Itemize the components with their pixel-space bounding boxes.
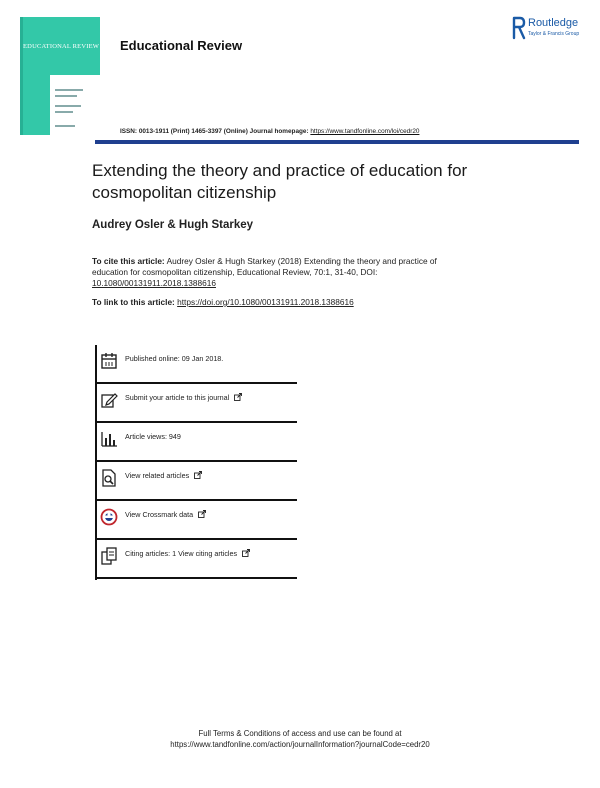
related-articles-link[interactable] [125, 471, 202, 480]
article-link-line [92, 297, 354, 307]
crossmark-label: View Crossmark data [125, 510, 194, 519]
cover-text-line [55, 111, 73, 113]
footer [0, 728, 600, 750]
header-rule [95, 140, 579, 144]
cover-text-line [55, 125, 75, 127]
cover-text-line [55, 95, 77, 97]
external-link-icon [194, 471, 202, 479]
doi-link[interactable]: 10.1080/00131911.2018.1388616 [92, 278, 216, 288]
calendar-icon [100, 352, 118, 370]
cover-contents-panel [50, 75, 100, 135]
article-title: Extending the theory and practice of education for cosmopolitan citizenship [92, 161, 468, 202]
citing-articles-icon [100, 547, 118, 565]
edit-icon [100, 391, 118, 409]
cover-text-line [55, 105, 81, 107]
cover-title: EDUCATIONAL REVIEW [23, 43, 100, 50]
terms-text: Full Terms & Conditions of access and use can be found at [198, 729, 402, 738]
citing-articles-label: Citing articles: 1 View citing articles [125, 549, 238, 558]
journal-title: Educational Review [120, 38, 243, 53]
link-label: To link to this article: [92, 297, 175, 307]
publisher-logo [512, 16, 592, 42]
search-document-icon [100, 469, 118, 487]
article-views-row [95, 423, 297, 462]
submit-article-row[interactable] [95, 384, 297, 423]
article-views-text: Article views: 949 [125, 432, 181, 441]
row-divider [95, 577, 297, 579]
publisher-tagline: Taylor & Francis Group [528, 31, 580, 37]
citing-articles-link[interactable] [125, 549, 250, 558]
issn-label: ISSN: 0013-1911 (Print) 1465-3397 (Online) Journal homepage: [120, 128, 309, 135]
crossmark-link[interactable] [125, 510, 206, 519]
related-articles-label: View related articles [125, 471, 190, 480]
issn-line [120, 128, 419, 135]
related-articles-row[interactable] [95, 462, 297, 501]
bar-chart-icon [100, 430, 118, 448]
citing-articles-row[interactable] [95, 540, 297, 579]
cover-spine [20, 17, 23, 135]
external-link-icon [234, 393, 242, 401]
cite-text: Audrey Osler & Hugh Starkey (2018) Extending the theory and practice of education for cosmopolitan citizenship, Educational Review, 70:1, 31-40, DOI: [92, 256, 437, 277]
crossmark-row[interactable] [95, 501, 297, 540]
publisher-name: Routledge [528, 17, 579, 29]
routledge-mark-icon [512, 16, 526, 40]
journal-homepage-link[interactable]: https://www.tandfonline.com/loi/cedr20 [310, 128, 420, 135]
article-doi-url[interactable]: https://doi.org/10.1080/00131911.2018.1388616 [177, 297, 354, 307]
submit-article-label: Submit your article to this journal [125, 393, 230, 402]
article-authors: Audrey Osler & Hugh Starkey [92, 219, 254, 231]
published-online-row [95, 345, 297, 384]
submit-article-link[interactable] [125, 393, 242, 402]
journal-cover-thumbnail [20, 17, 100, 135]
cover-text-line [55, 89, 83, 91]
cite-label: To cite this article: [92, 256, 165, 266]
citation [92, 256, 462, 289]
crossmark-icon [100, 508, 118, 526]
published-online-text: Published online: 09 Jan 2018. [125, 354, 224, 363]
terms-url[interactable]: https://www.tandfonline.com/action/journalInformation?journalCode=cedr20 [170, 740, 430, 749]
article-info-box [95, 345, 297, 580]
external-link-icon [198, 510, 206, 518]
external-link-icon [242, 549, 250, 557]
